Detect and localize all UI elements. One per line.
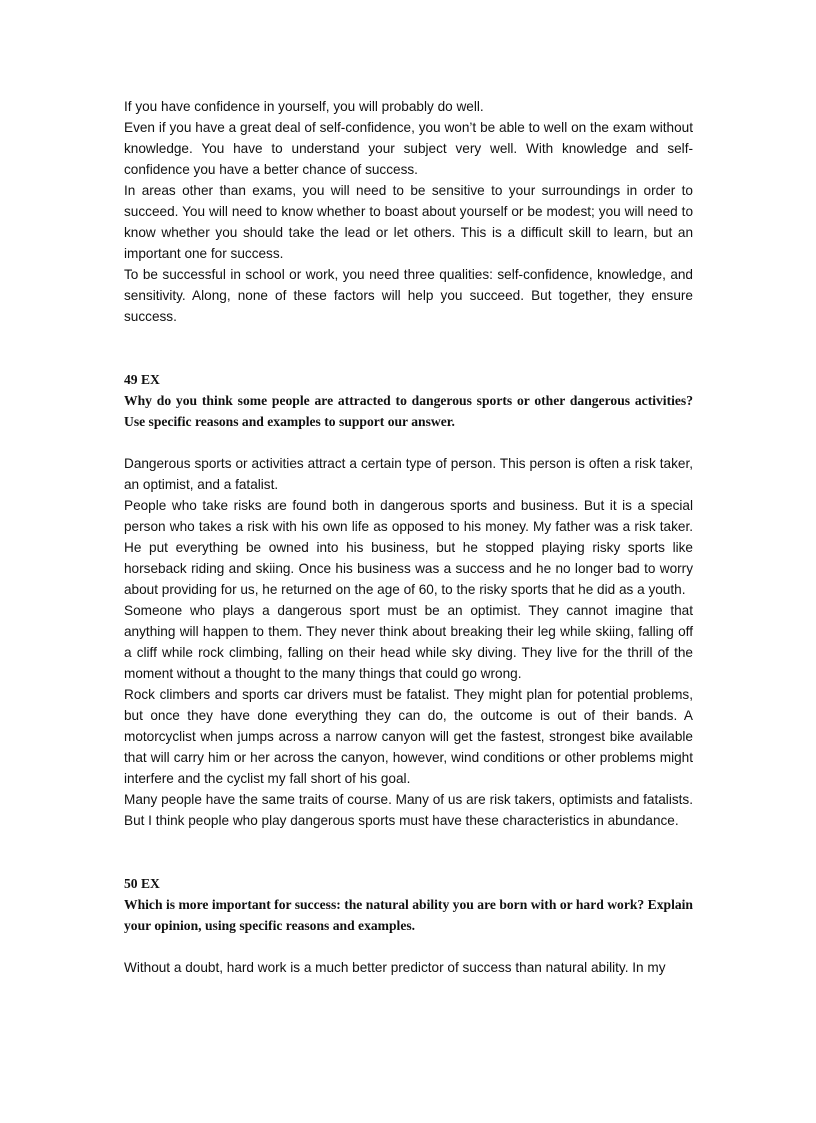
section-spacer bbox=[124, 831, 693, 873]
paragraph: Many people have the same traits of course. Many of us are risk takers, optimists and fatalists. But I think people who play dangerous sports must have these characteristics in abundance. bbox=[124, 792, 693, 828]
paragraph: In areas other than exams, you will need to be sensitive to your surroundings in order to succeed. You will need to know whether to boast about yourself or be modest; you will need to know whether you should take the lead or let others. This is a difficult skill to learn, but an important one for success. bbox=[124, 183, 693, 261]
section-49 bbox=[124, 369, 693, 831]
paragraph: People who take risks are found both in dangerous sports and business. But it is a special person who takes a risk with his own life as opposed to his money. My father was a risk taker. He put everything be owned into his business, but he stopped playing risky sports like horseback riding and skiing. Once his business was a success and he no longer bad to worry about providing for us, he returned on the age of 60, to the risky sports that he did as a youth. bbox=[124, 498, 693, 597]
question-spacer bbox=[124, 936, 693, 957]
paragraph: Even if you have a great deal of self-confidence, you won’t be able to well on the exam without knowledge. You have to understand your subject very well. With knowledge and self-confidence you have a better chance of success. bbox=[124, 120, 693, 177]
paragraph: Dangerous sports or activities attract a certain type of person. This person is often a risk taker, an optimist, and a fatalist. bbox=[124, 456, 693, 492]
document-page bbox=[124, 96, 693, 978]
section-heading: 49 EX bbox=[124, 372, 160, 387]
section-50 bbox=[124, 873, 693, 978]
paragraph: If you have confidence in yourself, you will probably do well. bbox=[124, 99, 484, 114]
section-question: Why do you think some people are attracted to dangerous sports or other dangerous activities? Use specific reasons and examples to support our answer. bbox=[124, 393, 693, 429]
paragraph: To be successful in school or work, you need three qualities: self-confidence, knowledge, and sensitivity. Along, none of these factors will help you succeed. But together, they ensure success. bbox=[124, 267, 693, 324]
top-section bbox=[124, 96, 693, 327]
question-spacer bbox=[124, 432, 693, 453]
section-question: Which is more important for success: the natural ability you are born with or hard work? Explain your opinion, using specific reasons and examples. bbox=[124, 897, 693, 933]
paragraph: Someone who plays a dangerous sport must be an optimist. They cannot imagine that anything will happen to them. They never think about breaking their leg while skiing, falling off a cliff while rock climbing, falling on their head while sky diving. They live for the thrill of the moment without a thought to the many things that could go wrong. bbox=[124, 603, 693, 681]
section-spacer bbox=[124, 327, 693, 369]
paragraph: Without a doubt, hard work is a much better predictor of success than natural ability. In my bbox=[124, 960, 666, 975]
paragraph: Rock climbers and sports car drivers must be fatalist. They might plan for potential problems, but once they have done everything they can do, the outcome is out of their bands. A motorcyclist when jumps across a narrow canyon will get the fastest, strongest bike available that will carry him or her across the canyon, however, wind conditions or other problems might interfere and the cyclist my fall short of his goal. bbox=[124, 687, 693, 786]
section-heading: 50 EX bbox=[124, 876, 160, 891]
